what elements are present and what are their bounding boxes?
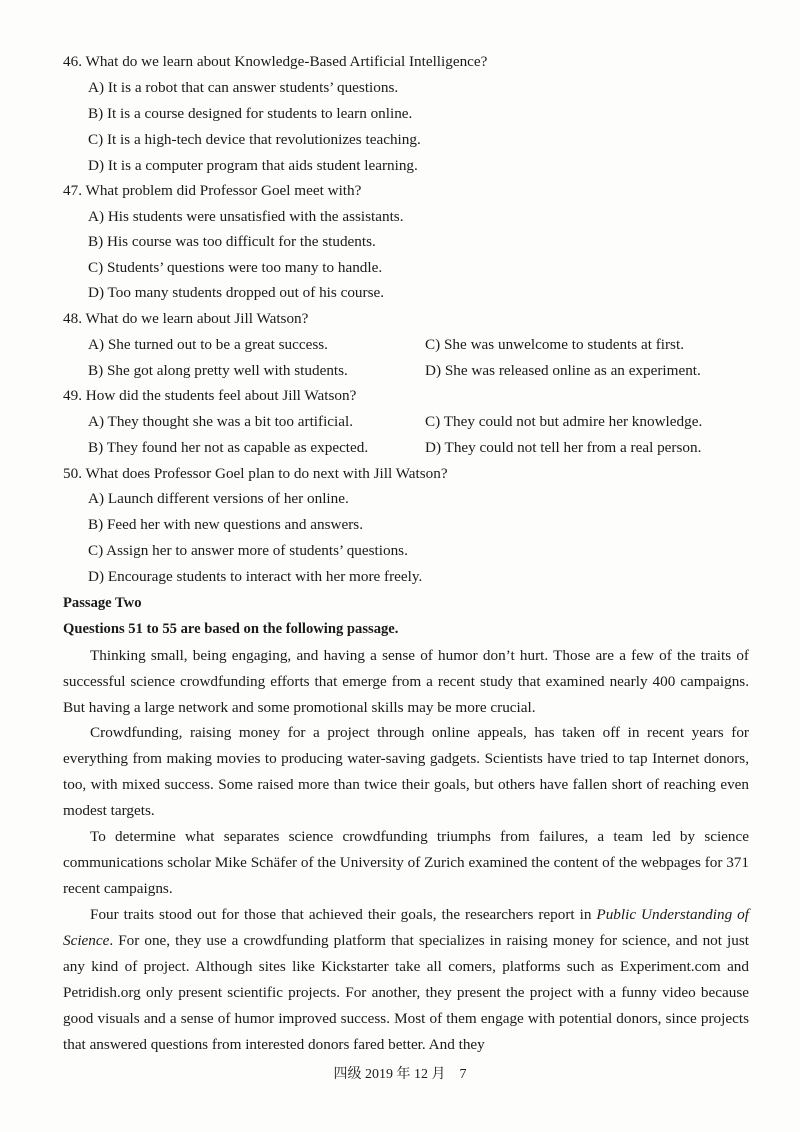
passage-instruction: Questions 51 to 55 are based on the following passage. [63,621,399,637]
q47-option-a: A) His students were unsatisfied with the assistants. [88,208,404,225]
q49-option-a: A) They thought she was a bit too artificial. [88,413,354,430]
paragraph-1: Thinking small, being engaging, and having a sense of humor don’t hurt. Those are a few of the traits of successful science crowdfunding efforts that emerge from a recent study that examined nearly 400 campaigns. But having a large network and some promotional skills may be more crucial. [63,647,749,716]
q49-option-d: D) They could not tell her from a real person. [425,439,702,456]
q48-option-c: C) She was unwelcome to students at first. [425,336,684,353]
q47-option-c: C) Students’ questions were too many to handle. [88,259,383,276]
paragraph-4-body: . For one, they use a crowdfunding platform that specializes in raising money for science, and not just any kind of project. Although sites like Kickstarter take all comers, platforms such as Experiment.com and Petridish.org only present scientific projects. For another, they present the project with a funny video because good visuals and a sense of humor improved success. Most of them engage with potential donors, since projects that answered questions from interested donors fared better. And they [63,932,749,1053]
question-48: 48. What do we learn about Jill Watson? [63,310,309,327]
q50-option-b: B) Feed her with new questions and answers. [88,516,364,533]
question-50: 50. What does Professor Goel plan to do next with Jill Watson? [63,465,448,482]
q47-option-d: D) Too many students dropped out of his course. [88,284,385,301]
q49-option-c: C) They could not but admire her knowledge. [425,413,703,430]
q47-option-b: B) His course was too difficult for the students. [88,233,376,250]
q49-option-b: B) They found her not as capable as expected. [88,439,369,456]
q48-option-b: B) She got along pretty well with students. [88,362,348,379]
q46-option-a: A) It is a robot that can answer students’ questions. [88,79,399,96]
journal-title: Public Understanding of Science [63,906,749,949]
q46-option-d: D) It is a computer program that aids student learning. [88,157,418,174]
question-46: 46. What do we learn about Knowledge-Based Artificial Intelligence? [63,53,488,70]
question-47: 47. What problem did Professor Goel meet with? [63,182,362,199]
q50-option-a: A) Launch different versions of her online. [88,490,349,507]
q46-option-b: B) It is a course designed for students to learn online. [88,105,413,122]
paragraph-2: Crowdfunding, raising money for a project through online appeals, has taken off in recent years for everything from making movies to producing water-saving gadgets. Scientists have tried to tap Internet donors, too, with mixed success. Some raised more than twice their goals, but others have fallen short of reaching even modest targets. [63,724,749,819]
q50-option-d: D) Encourage students to interact with her more freely. [88,568,423,585]
q48-option-a: A) She turned out to be a great success. [88,336,328,353]
paragraph-4 [63,902,749,1058]
q48-option-d: D) She was released online as an experiment. [425,362,701,379]
passage-title: Passage Two [63,595,142,611]
q50-option-c: C) Assign her to answer more of students’ questions. [88,542,408,559]
q46-option-c: C) It is a high-tech device that revolutionizes teaching. [88,131,421,148]
paragraph-3: To determine what separates science crowdfunding triumphs from failures, a team led by science communications scholar Mike Schäfer of the University of Zurich examined the content of the webpages for 371 recent campaigns. [63,828,749,897]
paragraph-4-lead: Four traits stood out for those that achieved their goals, the researchers report in [90,906,597,923]
question-49: 49. How did the students feel about Jill Watson? [63,387,357,404]
page-footer: 四级 2019 年 12 月 7 [333,1067,467,1082]
